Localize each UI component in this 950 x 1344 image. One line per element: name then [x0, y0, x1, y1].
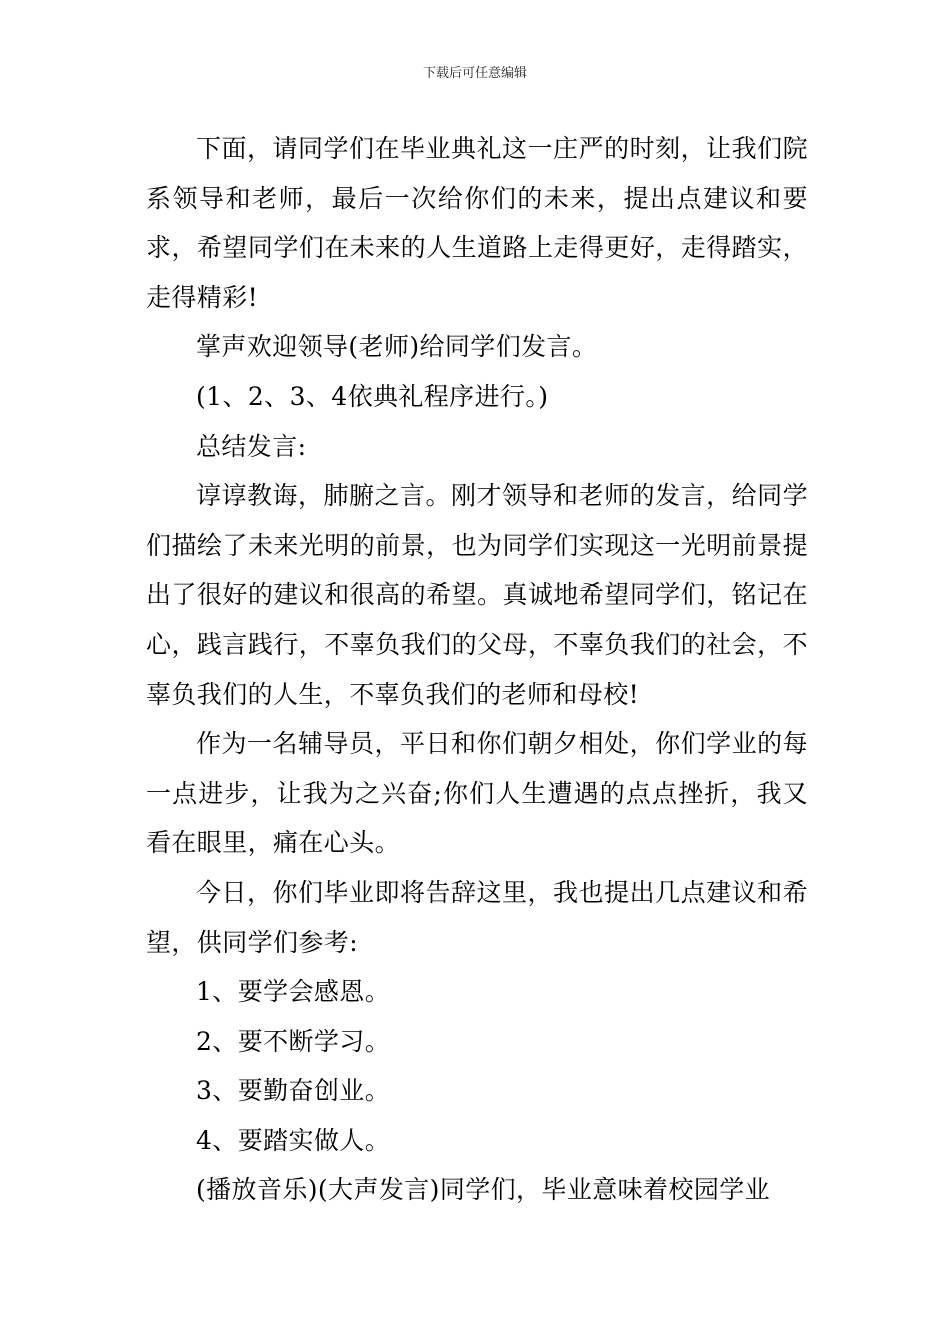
list-item-4: 4、要踏实做人。: [196, 1125, 391, 1155]
paragraph-closing-remarks-intro: 下面，请同学们在毕业典礼这一庄严的时刻，让我们院系领导和老师，最后一次给你们的未来，提出点建议和要求，希望同学们在未来的人生道路上走得更好，走得踏实，走得精彩!: [146, 134, 808, 312]
document-body: [146, 124, 808, 1215]
paragraph-music-speech: (播放音乐)(大声发言)同学们，毕业意味着校园学业: [196, 1175, 771, 1205]
page-header: 下载后可任意编辑: [422, 66, 527, 81]
paragraph-applause: 掌声欢迎领导(老师)给同学们发言。: [196, 332, 598, 362]
paragraph-counselor: 作为一名辅导员，平日和你们朝夕相处，你们学业的每一点进步，让我为之兴奋;你们人生遭遇的点点挫折，我又看在眼里，痛在心头。: [146, 729, 808, 858]
paragraph-suggestions-intro: 今日，你们毕业即将告辞这里，我也提出几点建议和希望，供同学们参考:: [146, 877, 808, 957]
list-item-3: 3、要勤奋创业。: [196, 1076, 391, 1106]
paragraph-summary-heading: 总结发言:: [196, 431, 307, 461]
list-item-2: 2、要不断学习。: [196, 1026, 391, 1056]
paragraph-summary: 谆谆教诲，肺腑之言。刚才领导和老师的发言，给同学们描绘了未来光明的前景，也为同学们实现这一光明前景提出了很好的建议和很高的希望。真诚地希望同学们，铭记在心，践言践行，不辜负我们的父母，不辜负我们的社会，不辜负我们的人生，不辜负我们的老师和母校!: [146, 481, 808, 709]
paragraph-ceremony-order: (1、2、3、4依典礼程序进行。): [196, 381, 549, 411]
list-item-1: 1、要学会感恩。: [196, 977, 391, 1007]
